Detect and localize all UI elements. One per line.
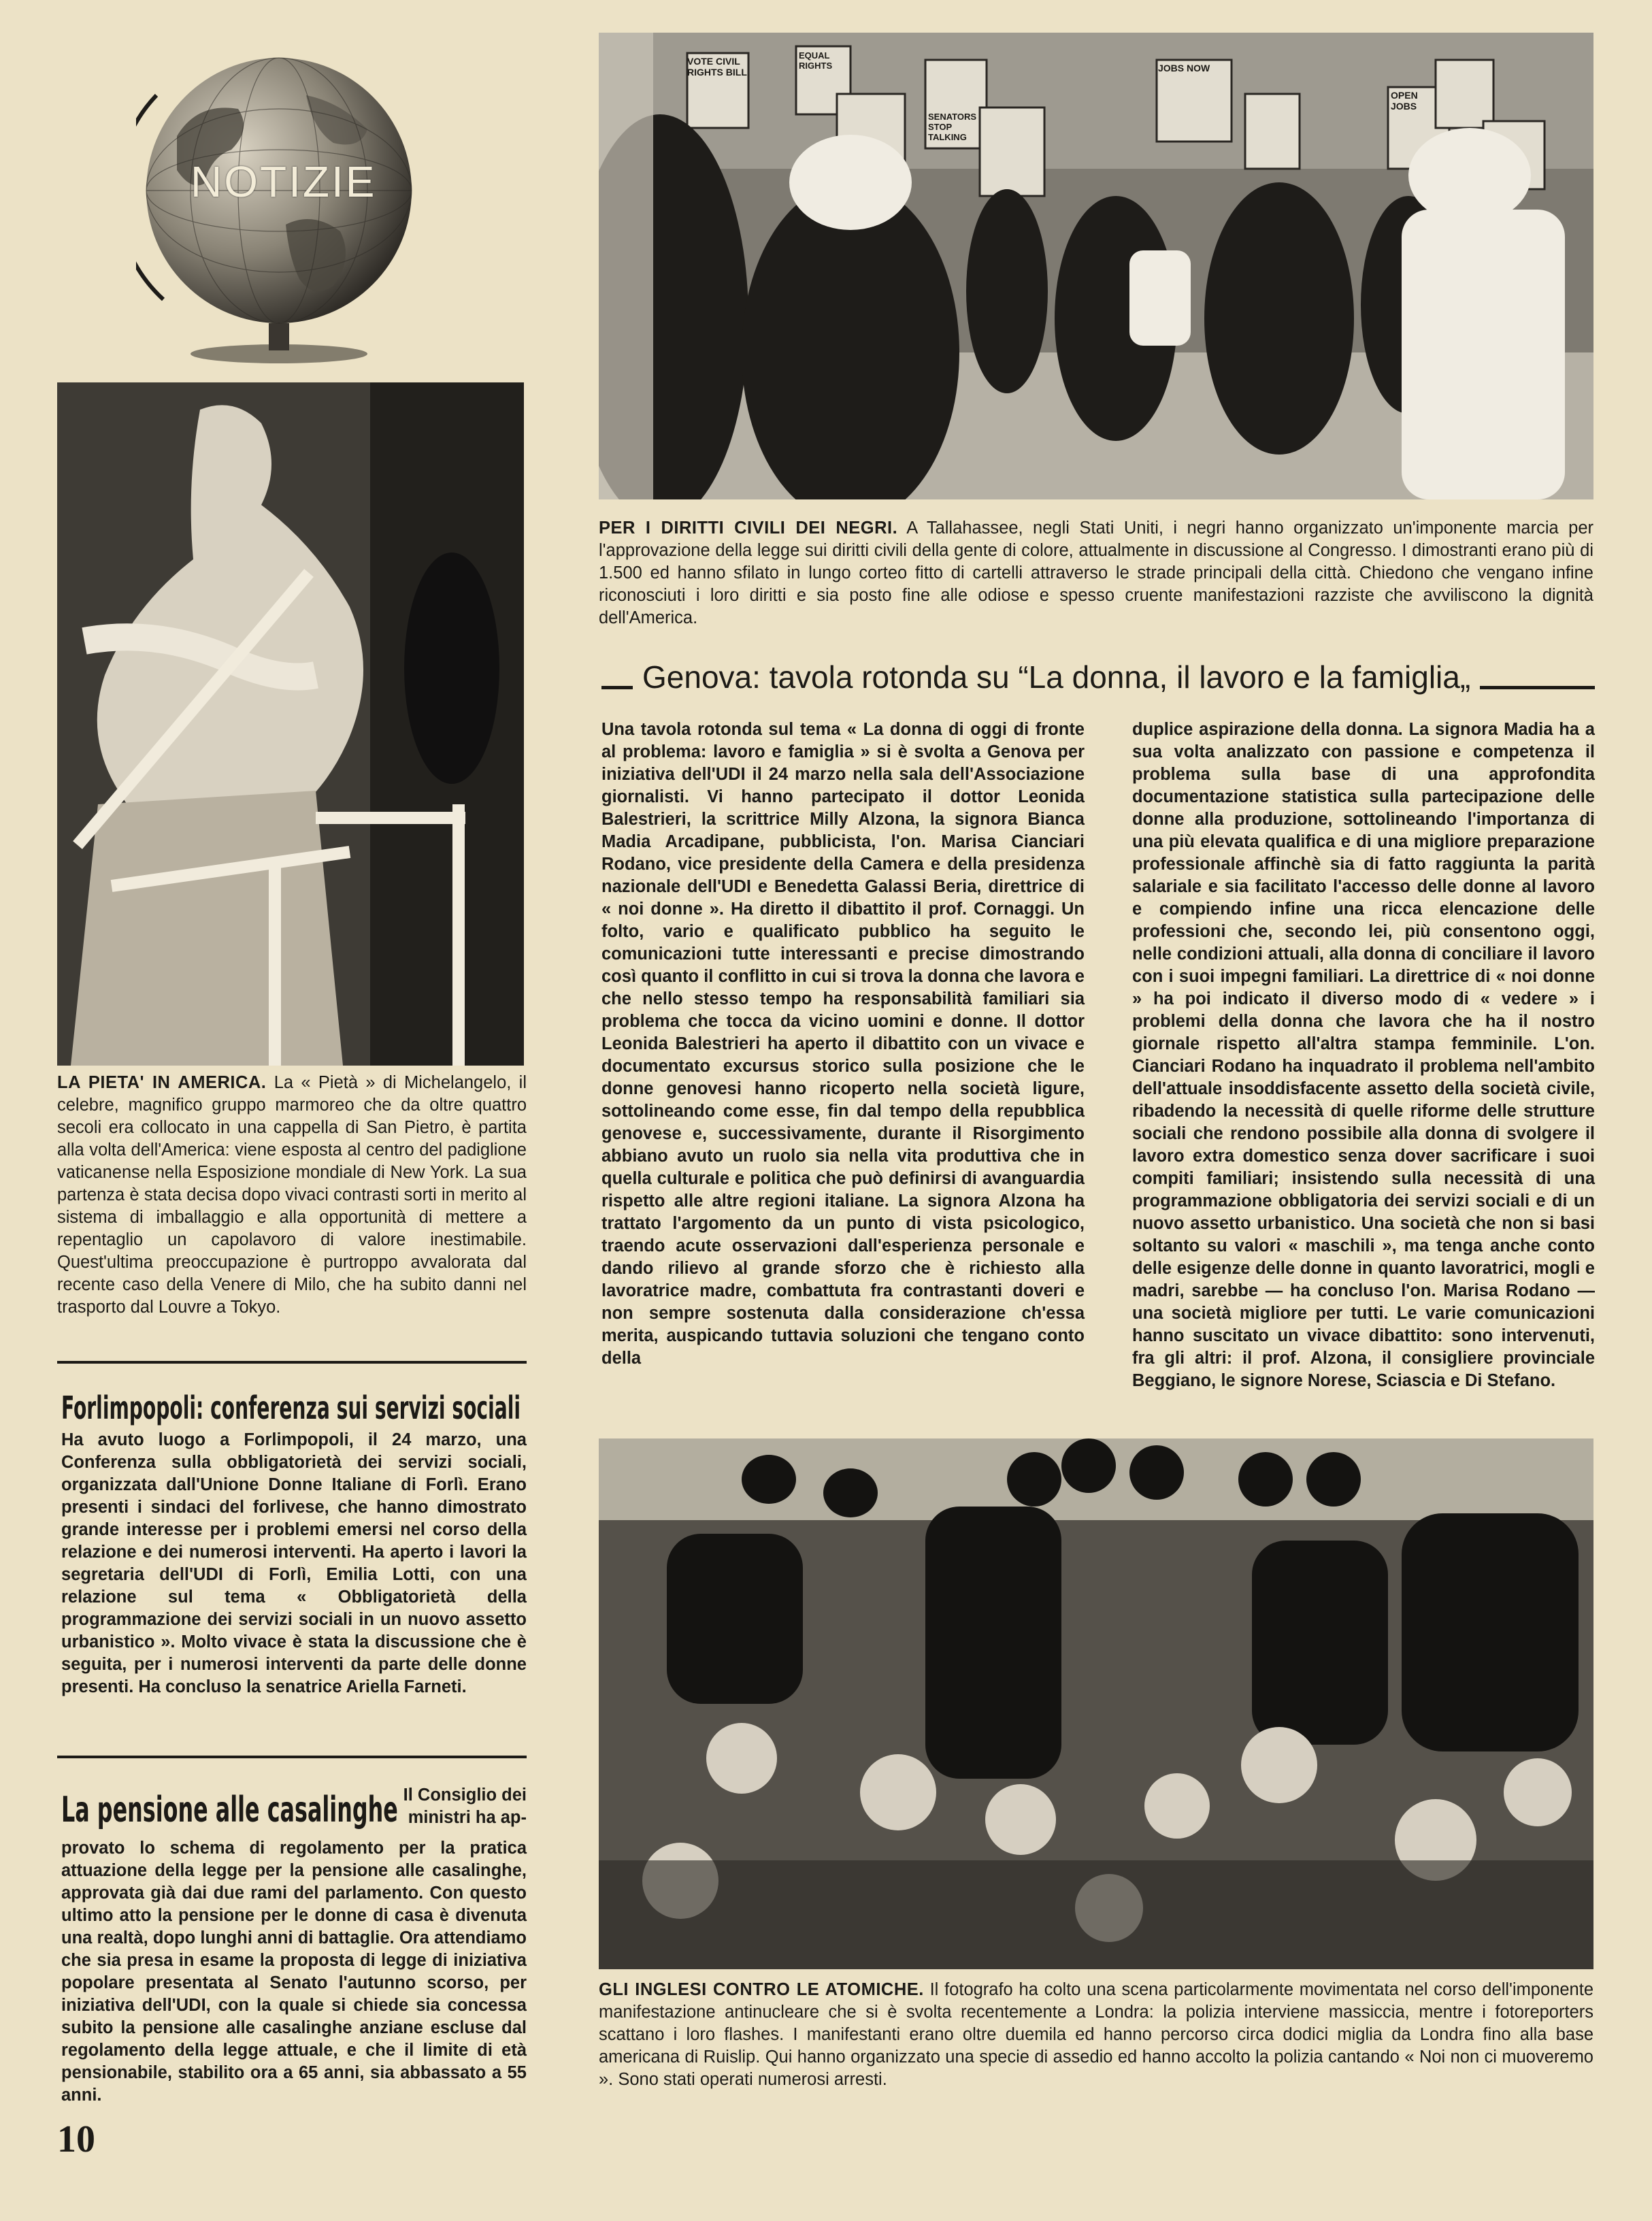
anti-nuclear-caption xyxy=(599,1979,1593,2091)
sign-0: VOTE CIVIL RIGHTS BILL xyxy=(687,56,747,78)
pieta-caption xyxy=(57,1072,527,1319)
genova-col-1: Una tavola rotonda sul tema « La donna di oggi di fronte al problema: lavoro e famiglia » si è svolta a Genova per iniziativa dell'UDI il 24 marzo nella sala dell'Associazione giornalisti. Vi hanno partecipato il dottor Leonida Balestrieri, la scrittrice Milly Alzona, la signora Bianca Madia Arcadipane, pubblicista, l'on. Marisa Cianciari Rodano, vice presidente della Camera e della presidenza nazionale dell'UDI e Benedetta Galassi Beria, direttrice di « noi donne ». Ha diretto il dibattito il prof. Cornaggi. Un folto, vario e qualificato pubblico ha seguito le comunicazioni tutte interessanti e precise dimostrando così quanto il conflitto in cui si trova la donna che lavora e che nello stesso tempo ha responsabilità familiari sia problema che tocca da vicino uomini e donne. Il dottor Leonida Balestrieri ha aperto il dibattito con un vivace e documentato excursus storico sulla posizione che le donne genovesi hanno ricoperto nella società ligure, sottolineando come esse, fin dal tempo della repubblica genovese e, successivamente, durante il Risorgimento abbiano avuto un ruolo sia nella vita produttiva che in quella culturale e politica che può definirsi di avanguardia rispetto alle altre regioni italiane. La signora Alzona ha trattato l'argomento da un punto di vista psicologico, traendo acute osservazioni dall'esperienza personale e dando rilievo al grande sforzo che è richiesto alla lavoratrice madre, combattuta fra contrastanti doveri e non sempre sostenuta dalla considerazione ch'essa merita, auspicando tuttavia soluzioni che tengano conto della xyxy=(601,720,1085,1368)
civil-rights-caption-title: PER I DIRITTI CIVILI DEI NEGRI. xyxy=(599,519,898,538)
pensione-top-rule xyxy=(57,1756,527,1758)
civil-rights-caption xyxy=(599,517,1593,629)
globe-label: NOTIZIE xyxy=(191,157,377,206)
march-signs-text-2 xyxy=(1158,63,1230,73)
pieta-caption-text: La « Pietà » di Michelangelo, il celebre, magnifico gruppo marmoreo che da oltre quattro secoli era collocato in una cappella di San Pietro, è partita alla volta dell'America: viene esposta al centro del padiglione vaticanense nella Esposizione mondiale di New York. La sua partenza è stata decisa dopo vivaci contrasti sorti in merito al sistema di imballaggio e alla opportunità di mettere a repentaglio un capolavoro di valore inestimabile. Quest'ultima preoccupazione è purtroppo avvalorata dal recente caso della Venere di Milo, che ha subito danni nel trasporto dal Louvre a Tokyo. xyxy=(57,1073,527,1317)
anti-nuclear-caption-title: GLI INGLESI CONTRO LE ATOMICHE. xyxy=(599,1980,924,1999)
sign-4: EQUAL RIGHTS xyxy=(799,50,833,71)
march-signs-text xyxy=(687,56,748,78)
forlimpopoli-text: Ha avuto luogo a Forlimpopoli, il 24 marzo, una Conferenza sulla obbligatorietà dei servizi sociali, organizzata dall'Unione Donne Italiane di Forlì. Erano presenti i sindaci del forlivese, che hanno dimostrato grande interesse per i problemi emersi nel corso della relazione e dei numerosi interventi. Ha aperto i lavori la segretaria dell'UDI di Forlì, Emilia Lotti, con una relazione sul tema « Obbligatorietà della programmazione dei servizi sociali in un nuovo assetto urbanistico ». Molto vivace è stata la discussione che è seguita, per i numerosi interventi da parte delle donne presenti. Ha concluso la senatrice Ariella Farneti. xyxy=(61,1430,527,1696)
globe-icon xyxy=(136,54,422,367)
genova-col-2: duplice aspirazione della donna. La signora Madia ha a sua volta analizzato con passione e competenza il problema sulla base di una approfondita documentazione statistica sulla partecipazione delle donne alla produzione, sottolineando l'importanza di una più elevata qualifica e di una migliore preparazione professionale affinchè sia di fatto raggiunta la parità salariale e sia facilitato l'accesso delle donne al lavoro e compiendo infine una ricca elencazione delle professioni che, secondo lei, più consentono oggi, nelle condizioni attuali, alla donna di conciliare il lavoro con i suoi impegni familiari. La direttrice di « noi donne » ha poi indicato il diverso modo di « vedere » i problemi della donna che lavora che ha il nostro giornale rispetto all'altra stampa femminile. L'on. Cianciari Rodano ha inquadrato il problema nell'ambito dell'attuale insoddisfacente assetto della società civile, ribadendo la necessità di quelle riforme delle strutture sociali che rendono possibile alla donna di svolgere il lavoro extra domestico senza dover sacrificare i suoi compiti familiari; insistendo sulla necessità di una programmazione obbligatoria dei servizi sociali e di un nuovo assetto urbanistico. Una società che non si basi soltanto su valori « maschili », ma tenga anche conto delle esigenze delle donne in quanto lavoratrici, mogli e madri, sarebbe — ha concluso l'on. Marisa Rodano — una società migliore per tutti. Le varie comunicazioni hanno suscitato un vivace dibattito: sono intervenuti, fra gli altri: il prof. Alzona, il consigliere provinciale Beggiano, le signore Norese, Sciascia e Di Stefano. xyxy=(1132,720,1595,1390)
march-signs-text-5 xyxy=(799,50,852,71)
pieta-caption-title: LA PIETA' IN AMERICA. xyxy=(57,1073,267,1092)
notizie-globe-emblem xyxy=(136,54,422,367)
pensione-headline: La pensione alle casalinghe xyxy=(61,1790,398,1830)
genova-headline: Genova: tavola rotonda su “La donna, il lavoro e la famiglia„ xyxy=(633,659,1480,695)
march-signs-text-3 xyxy=(1391,90,1445,112)
forlimpopoli-headline: Forlimpopoli: conferenza sui servizi sociali xyxy=(61,1389,521,1426)
anti-nuclear-protest-photo xyxy=(599,1438,1593,1969)
pensione-lead: Il Consiglio dei ministri ha ap- xyxy=(403,1786,527,1827)
civil-rights-caption-text: A Tallahassee, negli Stati Uniti, i negri hanno organizzato un'imponente marcia per l'approvazione della legge sui diritti civili della gente di colore, attualmente in discussione al Congresso. I dimostranti erano più di 1.500 ed hanno sfilato in lungo corteo fitto di cartelli attraverso le strade principali della città. Chiedono che vengano infine riconosciuti i loro diritti e sia posto fine alle odiose e spesso cruente manifestazioni razziste che avviliscono la dignità dell'America. xyxy=(599,519,1593,627)
pieta-photo xyxy=(57,382,524,1066)
sign-1: JOBS NOW xyxy=(1158,63,1210,73)
forlimpopoli-top-rule xyxy=(57,1361,527,1364)
sign-2: OPEN JOBS xyxy=(1391,90,1418,112)
page-number: 10 xyxy=(57,2118,95,2160)
sign-3: SENATORS STOP TALKING xyxy=(928,112,977,142)
anti-nuclear-caption-text: Il fotografo ha colto una scena particolarmente movimentata nel corso dell'imponente manifestazione antinucleare che si è svolta recentemente a Londra: la polizia interviene massiccia, mentre i fotoreporters scattano i loro flashes. I manifestanti erano oltre duemila ed hanno percorso circa dodici miglia da Londra fino alla base americana di Ruislip. Qui hanno organizzato una specie di assedio ed hanno accolto la polizia cantando « Noi non ci muoveremo ». Sono stati operati numerosi arresti. xyxy=(599,1980,1594,2089)
march-signs-text-4 xyxy=(928,112,989,142)
pensione-text: provato lo schema di regolamento per la pratica attuazione della legge per la pensione alle casalinghe, approvata già dai due rami del parlamento. Con questo ultimo atto la pensione per le donne di casa è divenuta una realtà, dopo lunghi anni di battaglie. Ora attendiamo che sia presa in esame la proposta di legge di iniziativa popolare presentata al Senato l'autunno scorso, per iniziativa dell'UDI, con la quale si chiede sia concessa subito la pensione alle casalinghe anziane escluse dal regolamento della legge attuale, e che il limite di età pensionabile, stabilito ora a 65 anni, sia abbassato a 55 anni. xyxy=(61,1839,527,2105)
